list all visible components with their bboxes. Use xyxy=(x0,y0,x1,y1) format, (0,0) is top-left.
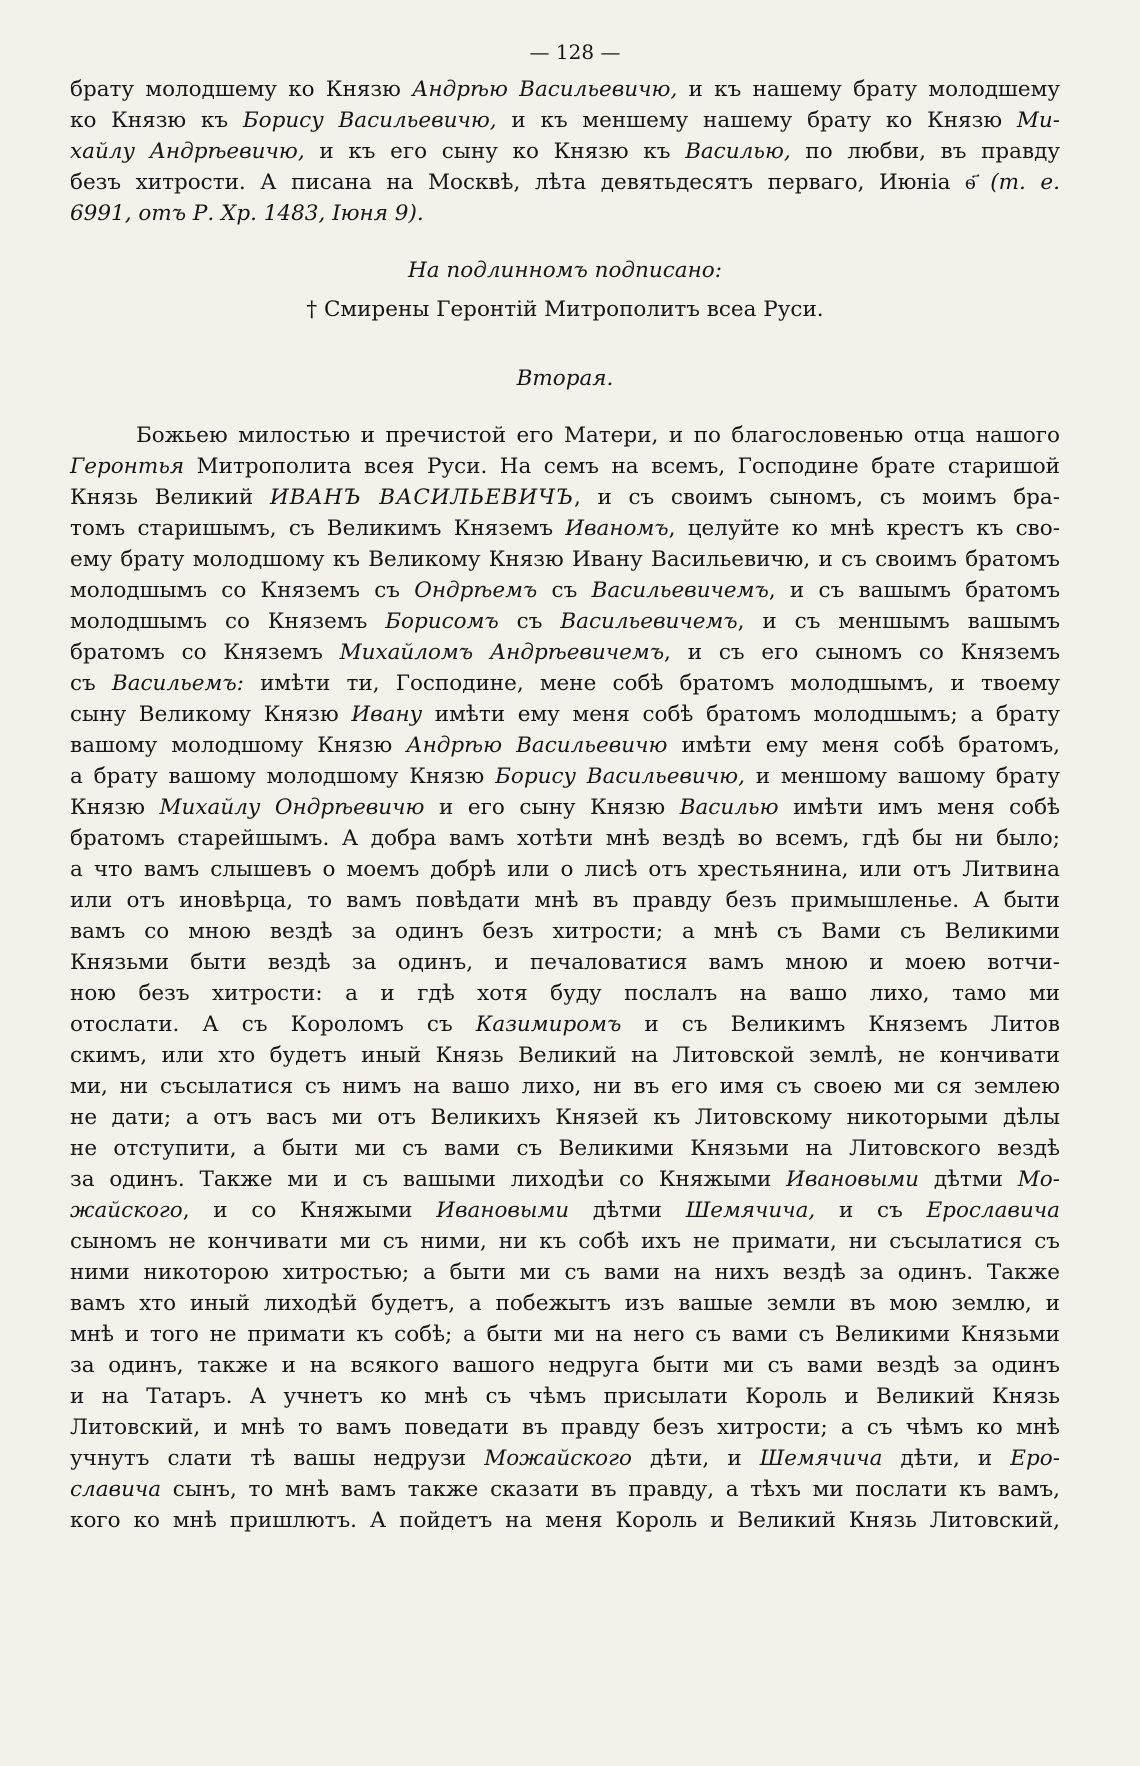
text-line: за одинъ. Также ми и съ вашыми лиходѣи со Княжыми Ивановыми дѣтми Мо- xyxy=(70,1167,1060,1192)
text-line: учнутъ слати тѣ вашы недрузи Можайского дѣти, и Шемячича дѣти, и Еро- xyxy=(70,1446,1060,1471)
text-line: или отъ иновѣрца, то вамъ повѣдати мнѣ въ правду безъ примышленье. А быти xyxy=(70,888,1060,913)
text-line: томъ старишымъ, съ Великимъ Княземъ Иваномъ, целуйте ко мнѣ крестъ къ сво- xyxy=(70,516,1060,541)
text-line: Божьею милостью и пречистой его Матери, и по благословенью отца нашого xyxy=(136,423,1060,448)
text-line: ною безъ хитрости: а и гдѣ хотя буду послалъ на вашо лихо, тамо ми xyxy=(70,981,1060,1006)
text-line: ними никоторою хитростью; а быти ми съ вами на нихъ вездѣ за одинъ. Также xyxy=(70,1260,1060,1285)
section-title: Вторая. xyxy=(516,366,614,391)
paragraph-1 xyxy=(70,74,1060,229)
text-line: братомъ старейшымъ. А добра вамъ хотѣти мнѣ вездѣ во всемъ, гдѣ бы ни было; xyxy=(70,826,1060,851)
text-line: кого ко мнѣ пришлютъ. А пойдетъ на меня Король и Великий Князь Литовский, xyxy=(70,1508,1060,1533)
text-line: сыномъ не кончивати ми съ ними, ни къ собѣ ихъ не примати, ни съсылатися съ xyxy=(70,1229,1060,1254)
text-line: Князьми быти вездѣ за одинъ, и печаловатися вамъ мною и моею вотчи- xyxy=(70,950,1060,975)
text-line: ко Князю къ Борису Васильевичю, и къ меншему нашему брату ко Князю Ми- xyxy=(70,108,1060,133)
paragraph-2 xyxy=(70,420,1060,1536)
text-line: славича сынъ, то мнѣ вамъ также сказати въ правду, а тѣхъ ми послати къ вамъ, xyxy=(70,1477,1060,1502)
text-line: за одинъ, также и на всякого вашого недруга быти ми съ вами вездѣ за одинъ xyxy=(70,1353,1060,1378)
text-line: скимъ, или хто будетъ иный Князь Великий на Литовской землѣ, не кончивати xyxy=(70,1043,1060,1068)
text-line: не отступити, а быти ми съ вами съ Великими Князьми на Литовского вездѣ xyxy=(70,1136,1060,1161)
text-line: а что вамъ слышевъ о моемъ добрѣ или о лисѣ отъ хрестьянина, или отъ Литвина xyxy=(70,857,1060,882)
text-line: мнѣ и того не примати къ собѣ; а быти ми на него съ вами съ Великими Князьми xyxy=(70,1322,1060,1347)
text-line: ми, ни съсылатися съ нимъ на вашо лихо, ни въ его имя съ своею ми ся землею xyxy=(70,1074,1060,1099)
text-line: Князю Михайлу Ондрѣевичю и его сыну Князю Василью имѣти имъ меня собѣ xyxy=(70,795,1061,820)
text-line: Литовский, и мнѣ то вамъ поведати въ правду безъ хитрости; а съ чѣмъ ко мнѣ xyxy=(70,1415,1060,1440)
text-line: Геронтья Митрополита всея Руси. На семъ на всемъ, Господине брате старишой xyxy=(70,454,1060,479)
text-line: а брату вашому молодшому Князю Борису Васильевичю, и меншому вашому брату xyxy=(70,764,1060,789)
signature-line: † Смирены Геронтiй Митрополитъ всеа Руси. xyxy=(306,297,824,322)
text-line: братомъ со Княземъ Михайломъ Андрѣевичемъ, и съ его сыномъ со Княземъ xyxy=(70,640,1061,665)
text-line: вашому молодшому Князю Андрѣю Васильевичю имѣти ему меня собѣ братомъ, xyxy=(70,733,1060,758)
text-line: 6991, отъ Р. Хр. 1483, Iюня 9). xyxy=(70,201,424,226)
text-line: молодшымъ со Княземъ Борисомъ съ Васильевичемъ, и съ меншымъ вашымъ xyxy=(70,609,1060,634)
text-line: съ Васильемъ: имѣти ти, Господине, мене собѣ братомъ молодшымъ, и твоему xyxy=(70,671,1060,696)
text-line: молодшымъ со Княземъ съ Ондрѣемъ съ Васильевичемъ, и съ вашымъ братомъ xyxy=(70,578,1061,603)
text-line: брату молодшему ко Князю Андрѣю Васильевичю, и къ нашему брату молодшему xyxy=(70,77,1061,102)
text-line: ему брату молодшому къ Великому Князю Ивану Васильевичю, и съ своимъ братомъ xyxy=(70,547,1060,572)
text-line: вамъ со мною вездѣ за одинъ безъ хитрости; а мнѣ съ Вами съ Великими xyxy=(70,919,1060,944)
text-line: и на Татаръ. А учнетъ ко мнѣ съ чѣмъ присылати Король и Великий Князь xyxy=(70,1384,1060,1409)
text-line: сыну Великому Князю Ивану имѣти ему меня собѣ братомъ молодшымъ; а брату xyxy=(70,702,1060,727)
text-line: безъ хитрости. А писана на Москвѣ, лѣта девятьдесятъ перваго, Июнiа ѳ҃ (т. е. xyxy=(70,170,1060,195)
text-line: жайского, и со Княжыми Ивановыми дѣтми Шемячича, и съ Ерославича xyxy=(70,1198,1060,1223)
signature-heading: На подлинномъ подписано: xyxy=(408,258,722,283)
page-number: — 128 — xyxy=(529,40,621,64)
text-line: не дати; а отъ васъ ми отъ Великихъ Князей къ Литовскому никоторыми дѣлы xyxy=(70,1105,1060,1130)
text-line: отослати. А съ Короломъ съ Казимиромъ и съ Великимъ Княземъ Литов xyxy=(70,1012,1060,1037)
text-line: Князь Великий ИВАНЪ ВАСИЛЬЕВИЧЪ, и съ своимъ сыномъ, съ моимъ бра- xyxy=(70,485,1060,510)
text-line: хайлу Андрѣевичю, и къ его сыну ко Князю къ Василью, по любви, въ правду xyxy=(70,139,1060,164)
text-line: вамъ хто иный лиходѣй будетъ, а побежытъ изъ вашые земли въ мою землю, и xyxy=(70,1291,1060,1316)
